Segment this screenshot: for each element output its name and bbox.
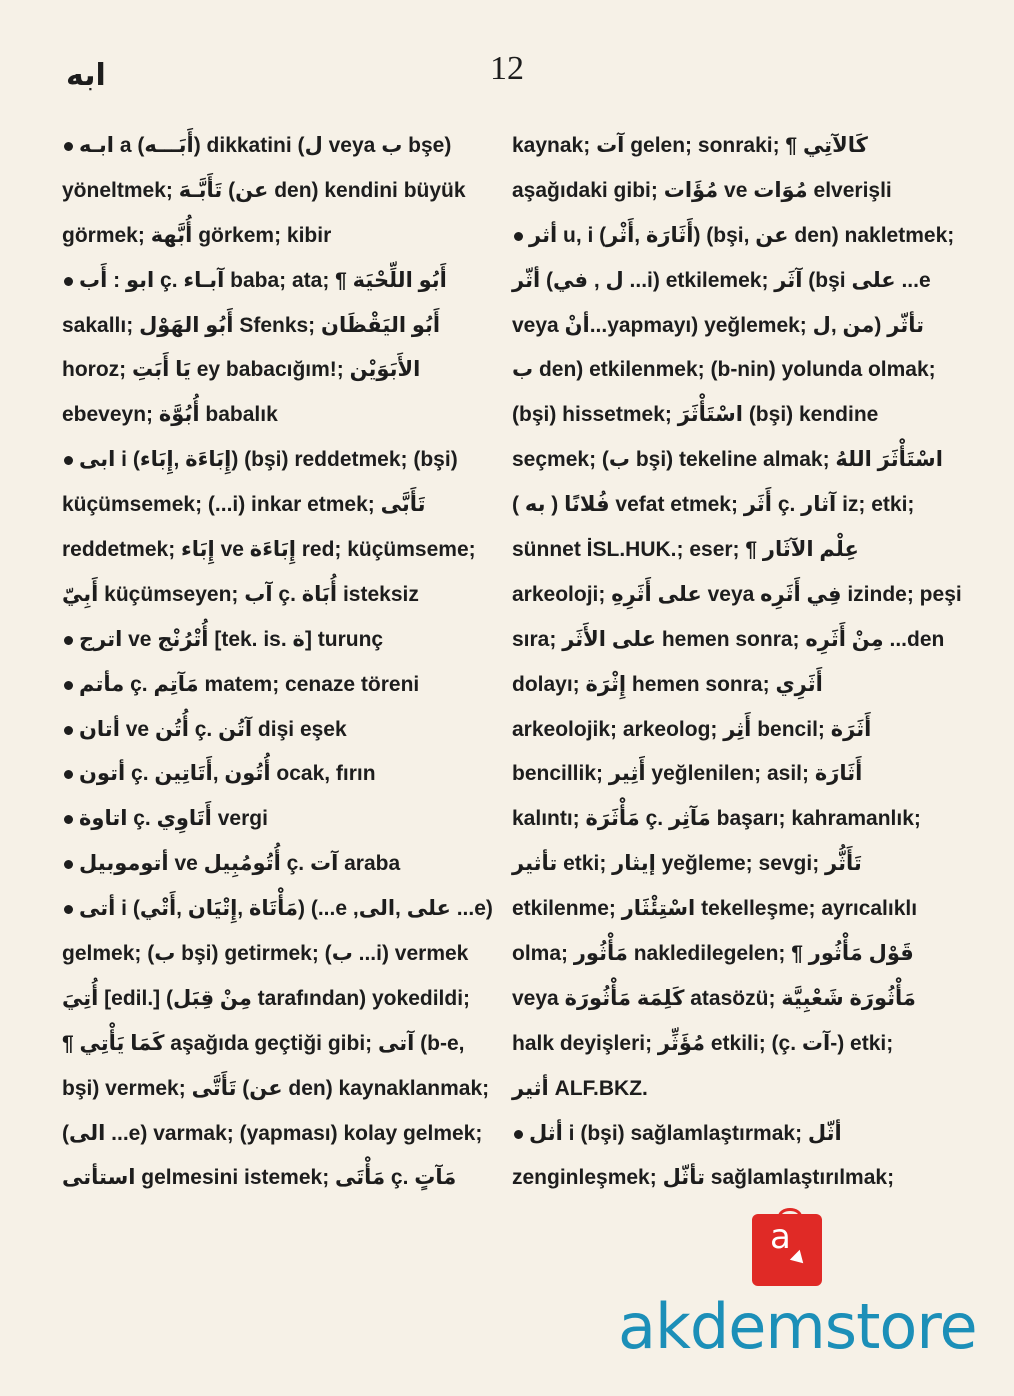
line-text: أثّر (ل , في ...i) etkilemek; آثَر (bşi على ...e (512, 268, 931, 292)
line-text: zenginleşmek; تأثّل sağlamlaştırılmak; (512, 1166, 895, 1190)
dictionary-line (62, 304, 502, 349)
dictionary-line (512, 797, 944, 842)
line-text: bencillik; أَثِير yeğlenilen; asil; أَثَارَة (512, 762, 863, 786)
line-text: أثل i (bşi) sağlamlaştırmak; أثّل (529, 1121, 842, 1145)
dictionary-line (62, 528, 502, 573)
dictionary-line (62, 483, 502, 528)
dictionary-line (62, 842, 502, 887)
dictionary-line (62, 1112, 502, 1157)
dictionary-line (62, 393, 502, 438)
dictionary-line (512, 977, 944, 1022)
bullet-icon (64, 681, 73, 690)
line-text: kalıntı; مَأْثَرَة ç. مَآثِر başarı; kahramanlık; (512, 807, 921, 831)
line-text: ابى i (إِبَاءَة ,إِبَاء) (bşi) reddetmek; (bşi) (79, 448, 458, 472)
line-text: olma; مَأْثُور nakledilegelen; ¶ قَوْل مَأْثُور (512, 942, 914, 966)
line-text: veya أنْ...yapmayı) yeğlemek; تأثّر (من ,ل (512, 313, 924, 337)
dictionary-line (62, 259, 502, 304)
bullet-icon (64, 726, 73, 735)
bullet-icon (64, 815, 73, 824)
dictionary-line (512, 1156, 944, 1201)
dictionary-line (512, 393, 944, 438)
dictionary-line (512, 573, 962, 618)
dictionary-line (62, 663, 502, 708)
line-text: arkeolojik; arkeolog; أَثِر bencil; أَثَرَة (512, 717, 872, 741)
line-text: veya كَلِمَة مَأْثُورَة atasözü; مَأْثُورَة شَعْبِيَّة (512, 986, 916, 1010)
line-text: kaynak; آت gelen; sonraki; ¶ كَالآتِي (512, 134, 868, 157)
line-text: أثر u, i (أَثَارَة ,أَثْر) (bşi, عن den) nakletmek; (529, 223, 955, 247)
dictionary-line (62, 932, 502, 977)
dictionary-line (512, 842, 944, 887)
line-text: تأثير etki; إيثار yeğleme; sevgi; تَأَثُّر (512, 852, 862, 876)
dictionary-line (512, 214, 955, 259)
line-text: gelmek; (ب bşi) getirmek; (ب ...i) vermek (62, 942, 469, 966)
line-text: أتون ç. أُتُون ,أَتَاتِين ocak, fırın (79, 762, 376, 786)
line-text: أُتِيَ [edil.] (مِنْ قِبَل tarafından) yokedildi; (62, 986, 471, 1010)
line-text: ¶ كَمَا يَأْتِي aşağıda geçtiği gibi; آتى (b-e, (62, 1031, 465, 1055)
line-text: ( به ) فُلانًا vefat etmek; أَثَر ç. آثار iz; etki; (512, 493, 915, 517)
line-text: أتوموبيل ve أُتُومُبِيل ç. آت araba (79, 852, 401, 876)
dictionary-line (62, 1022, 502, 1067)
bullet-icon (64, 905, 73, 914)
bullet-icon (64, 277, 73, 286)
dictionary-line (512, 1112, 944, 1157)
bullet-icon (64, 860, 73, 869)
line-text: ebeveyn; أُبُوَّة babalık (62, 403, 278, 427)
dictionary-line (512, 663, 944, 708)
line-text: reddetmek; إِبَاء ve إِبَاءَة red; küçümseme; (62, 538, 476, 562)
dictionary-line (62, 573, 502, 618)
line-text: ابو : أَب ç. آبـاء baba; ata; ¶ أَبُو اللِّحْيَة (79, 268, 447, 292)
dictionary-line (512, 304, 944, 349)
dictionary-line (512, 932, 944, 977)
line-text: etkilenme; اسْتِئْثَار tekelleşme; ayrıcalıklı (512, 897, 918, 921)
dictionary-line (62, 348, 502, 393)
bullet-icon (514, 1130, 523, 1139)
line-text: küçümsemek; (...i) inkar etmek; تَأَبَّى (62, 493, 426, 517)
dictionary-line (62, 977, 502, 1022)
line-text: bşi) vermek; تَأَتَّى (عن den) kaynaklanmak; (62, 1076, 490, 1100)
dictionary-line (62, 169, 502, 214)
line-text: أَبِيّ küçümseyen; آب ç. أُبَاة isteksiz (62, 582, 419, 606)
line-text: arkeoloji; على أَثَرِهِ veya فِي أَثَرِه izinde; peşi (512, 582, 962, 606)
dictionary-line (62, 1156, 502, 1201)
dictionary-line (62, 1067, 502, 1112)
dictionary-line (512, 1067, 944, 1112)
line-text: أثير ALF.BKZ. (512, 1076, 648, 1100)
line-text: horoz; يَا أَبَتِ ey babacığım!; الأَبَوَيْن (62, 358, 421, 382)
dictionary-line (62, 438, 502, 483)
dictionary-line (512, 438, 944, 483)
dictionary-line (62, 797, 502, 842)
line-text: sakallı; أَبُو الهَوْل Sfenks; أَبُو اليَقْظَان (62, 313, 441, 337)
dictionary-line (512, 483, 944, 528)
line-text: dolayı; إِثْرَة hemen sonra; أَثَرِي (512, 672, 823, 696)
line-text: اتاوة ç. أَتَاوِي vergi (79, 807, 268, 831)
line-text: أتى i (مَأْتَاة ,إِتْيَان ,أَتْي) (...e ,على ,الى ...e) (79, 897, 493, 921)
right-column (512, 124, 962, 1201)
bullet-icon (514, 232, 523, 241)
dictionary-line (512, 259, 944, 304)
dictionary-line (62, 618, 502, 663)
bullet-icon (64, 770, 73, 779)
dictionary-line (62, 752, 502, 797)
bullet-icon (64, 142, 73, 151)
dictionary-line (512, 1022, 944, 1067)
dictionary-line (62, 124, 502, 169)
line-text: (bşi) hissetmek; اسْتَأْثَرَ (bşi) kendine (512, 403, 879, 427)
store-logo (618, 1208, 977, 1368)
line-text: (الى ...e) varmak; (yapması) kolay gelmek; (62, 1121, 483, 1145)
dictionary-line (512, 348, 944, 393)
line-text: اترج ve أُتْرُنْج [tek. is. ة] turunç (79, 627, 384, 651)
line-text: sıra; على الأَثَر hemen sonra; مِنْ أَثَرِه ...den (512, 627, 945, 651)
dictionary-line (62, 214, 502, 259)
line-text: استأتى gelmesini istemek; مَأْتَى ç. مَآتٍ (62, 1166, 457, 1190)
dictionary-line (62, 708, 502, 753)
line-text: aşağıdaki gibi; مُؤَات ve مُوَات elverişli (512, 178, 892, 202)
bullet-icon (64, 456, 73, 465)
dictionary-line (62, 887, 502, 932)
line-text: مأتم ç. مَآتِم matem; cenaze töreni (79, 672, 420, 696)
bullet-icon (64, 636, 73, 645)
line-text: ابـه a (أَبَـــه) dikkatini (ل veya ب bşe) (79, 134, 452, 157)
line-text: sünnet İSL.HUK.; eser; ¶ عِلْم الآثَار (512, 538, 859, 562)
line-text: seçmek; (ب bşi) tekeline almak; اسْتَأْثَرَ اللهُ (512, 448, 943, 472)
dictionary-line (512, 618, 944, 663)
brand-name: akdemstore (618, 1290, 977, 1363)
page-number: 12 (490, 50, 524, 87)
dictionary-line (512, 887, 944, 932)
line-text: أتان ve أُتُن ç. آتُن dişi eşek (79, 717, 347, 741)
dictionary-line (512, 528, 944, 573)
line-text: halk deyişleri; مُؤَثِّر etkili; (ç. آت-) etki; (512, 1031, 894, 1055)
dictionary-line (512, 752, 944, 797)
dictionary-line (512, 169, 944, 214)
line-text: görmek; أُبَّهة görkem; kibir (62, 223, 332, 247)
line-text: yöneltmek; تَأَبَّـهَ (عن den) kendini büyük (62, 178, 466, 202)
dictionary-line (512, 124, 944, 169)
line-text: ب den) etkilenmek; (b-nin) yolunda olmak; (512, 358, 936, 382)
left-column (62, 124, 502, 1201)
guide-word: ابه (66, 58, 106, 93)
dictionary-line (512, 708, 944, 753)
logo-letter: a (770, 1217, 791, 1257)
